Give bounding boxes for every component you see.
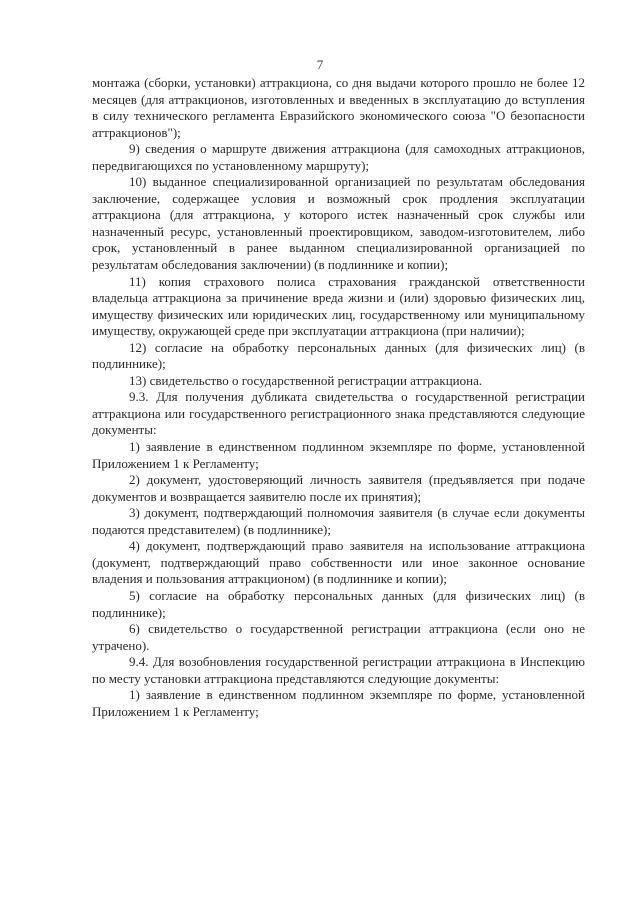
- paragraph-section-9-3: 9.3. Для получения дубликата свидетельства о государственной регистрации аттракциона или государственного регистрационного знака представляются следующие документы:: [92, 389, 585, 438]
- paragraph-9-3-item-6: 6) свидетельство о государственной регистрации аттракциона (если оно не утрачено).: [92, 621, 585, 653]
- paragraph-item-13: 13) свидетельство о государственной регистрации аттракциона.: [129, 372, 483, 388]
- page-number: 7: [316, 57, 324, 72]
- paragraph-9-3-item-2: 2) документ, удостоверяющий личность заявителя (предъявляется при подаче документов и возвращается заявителю после их принятия);: [92, 472, 585, 504]
- paragraph-9-3-item-4: 4) документ, подтверждающий право заявителя на использование аттракциона (документ, подтверждающий право собственности или иное законное основание владения и пользования аттракционом) (в подлиннике и копии);: [92, 538, 585, 587]
- paragraph-9-4-item-1: 1) заявление в единственном подлинном экземпляре по форме, установленной Приложением 1 к Регламенту;: [92, 687, 585, 719]
- paragraph-item-9: 9) сведения о маршруте движения аттракциона (для самоходных аттракционов, передвигающихся по установленному маршруту);: [92, 141, 585, 173]
- paragraph-9-3-item-5: 5) согласие на обработку персональных данных (для физических лиц) (в подлиннике);: [92, 587, 585, 620]
- paragraph-item-11: 11) копия страхового полиса страхования гражданской ответственности владельца аттракциона за причинение вреда жизни и (или) здоровью физических лиц, имуществу физических или юридических лиц, государственному или муниципальному имуществу, окружающей среде при эксплуатации аттракциона (при наличии);: [92, 273, 585, 339]
- document-body: [92, 75, 585, 720]
- paragraph-9-3-item-3: 3) документ, подтверждающий полномочия заявителя (в случае если документы подаются представителем) (в подлиннике);: [92, 505, 585, 537]
- paragraph-item-10: 10) выданное специализированной организацией по результатам обследования заключение, содержащее условия и возможный срок продления эксплуатации аттракциона (для аттракциона, у которого истек назначенный срок службы или назначенный ресурс, установленный проектировщиком, заводом-изготовителем, либо срок, установленный в ранее выданном специализированной организацией по результатам обследования заключении) (в подлиннике и копии);: [92, 174, 585, 273]
- paragraph-continuation: монтажа (сборки, установки) аттракциона, со дня выдачи которого прошло не более 12 месяцев (для аттракционов, изготовленных и введенных в эксплуатацию до вступления в силу технического регламента Евразийского экономического союза "О безопасности аттракционов");: [92, 75, 585, 140]
- paragraph-section-9-4: 9.4. Для возобновления государственной регистрации аттракциона в Инспекцию по месту установки аттракциона представляются следующие документы:: [92, 654, 585, 686]
- paragraph-item-12: 12) согласие на обработку персональных данных (для физических лиц) (в подлиннике);: [92, 339, 585, 372]
- paragraph-9-3-item-1: 1) заявление в единственном подлинном экземпляре по форме, установленной Приложением 1 к Регламенту;: [92, 439, 585, 471]
